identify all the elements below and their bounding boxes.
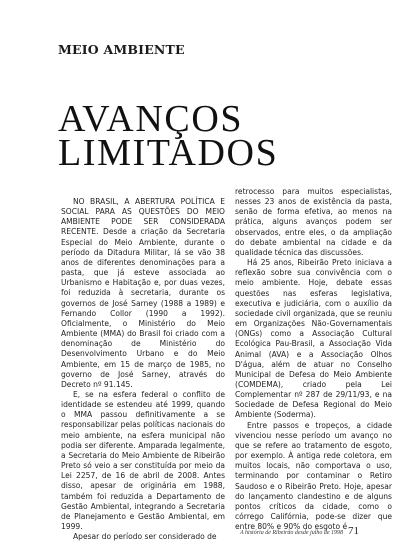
paragraph: Há 25 anos, Ribeirão Preto iniciava a reflexão sobre sua convivência com o meio ambiente. Hoje, debate essas questões nas esferas legislativa, executiva e judiciária, com o auxílio da sociedade civil organizada, que se reuniu em Organizações Não-Governamentais (ONGs) como a Associação Cultural Ecológica Pau-Brasil, a Associação Vida Animal (AVA) e a Associação Olhos D'água, além de atuar no Conselho Municipal de Defesa do Meio Ambiente (COMDEMA), criado pela Lei Complementar nº 287 de 29/11/93, e na Sociedade de Defesa Regional do Meio Ambiente (Soderma). bbox=[235, 258, 392, 420]
article-title-line-1: AVANÇOS bbox=[58, 98, 244, 140]
section-label: MEIO AMBIENTE bbox=[58, 42, 185, 57]
paragraph: Apesar do período ser considerado de bbox=[73, 532, 217, 542]
left-text-column bbox=[61, 197, 225, 542]
paragraph: E, se na esfera federal o conflito de identidade se estendeu até 1999, quando o MMA passou definitivamente a se responsabilizar pelas políticas nacionais do meio ambiente, na esfera municipal não podia ser diferente. Amparada legalmente, a Secretaria do Meio Ambiente de Ribeirão Preto só veio a ser constituída por meio da Lei 2257, de 16 de abril de 2008. Antes disso, apesar de originária em 1988, também foi reduzida a Departamento de Gestão Ambiental, integrando a Secretaria de Planejamento e Gestão Ambiental, em 1999. bbox=[61, 389, 225, 531]
footer-caption: A história de Ribeirão desde julho de 1998 bbox=[240, 530, 344, 536]
paragraph: retrocesso para muitos especialistas, nesses 23 anos de existência da pasta, senão de forma efetiva, ao menos na prática, alguns avanços podem ser observados, entre eles, o da ampliação do debate ambiental na cidade e da qualidade técnica das discussões. bbox=[235, 187, 392, 257]
article-title bbox=[58, 98, 279, 174]
article-title-line-2: LIMITADOS bbox=[58, 132, 279, 174]
paragraph: Entre passos e tropeços, a cidade vivenciou nesse período um avanço no que se refere ao tratamento de esgoto, por exemplo. À antiga rede coletora, em muitos locais, não comportava o uso, terminando por contaminar o Retiro Saudoso e o Ribeirão Preto. Hoje, apesar do lançamento clandestino e de alguns pontos críticos da cidade, como o córrego Califórnia, pode-se dizer que entre 80% e 90% do esgoto é bbox=[235, 420, 392, 532]
right-text-column bbox=[235, 187, 392, 532]
page-number: 71 bbox=[348, 525, 360, 537]
paragraph: NO BRASIL, A ABERTURA POLÍTICA E SOCIAL PARA AS QUESTÕES DO MEIO AMBIENTE PODE SER CONSIDERADA RECENTE. Desde a criação da Secretaria Especial do Meio Ambiente, durante o período da Ditadura Militar, lá se vão 38 anos de diferentes denominações para a pasta, que já esteve associada ao Urbanismo e Habitação e, por duas vezes, foi reduzida à secretaria, durante os governos de José Sarney (1988 a 1989) e Fernando Collor (1990 a 1992). Oficialmente, o Ministério do Meio Ambiente (MMA) do Brasil foi criado com a denominação de Ministério do Desenvolvimento Urbano e do Meio Ambiente, em 15 de março de 1985, no governo de José Sarney, através do Decreto nº 91.145. bbox=[61, 197, 225, 389]
page-footer bbox=[240, 525, 359, 537]
